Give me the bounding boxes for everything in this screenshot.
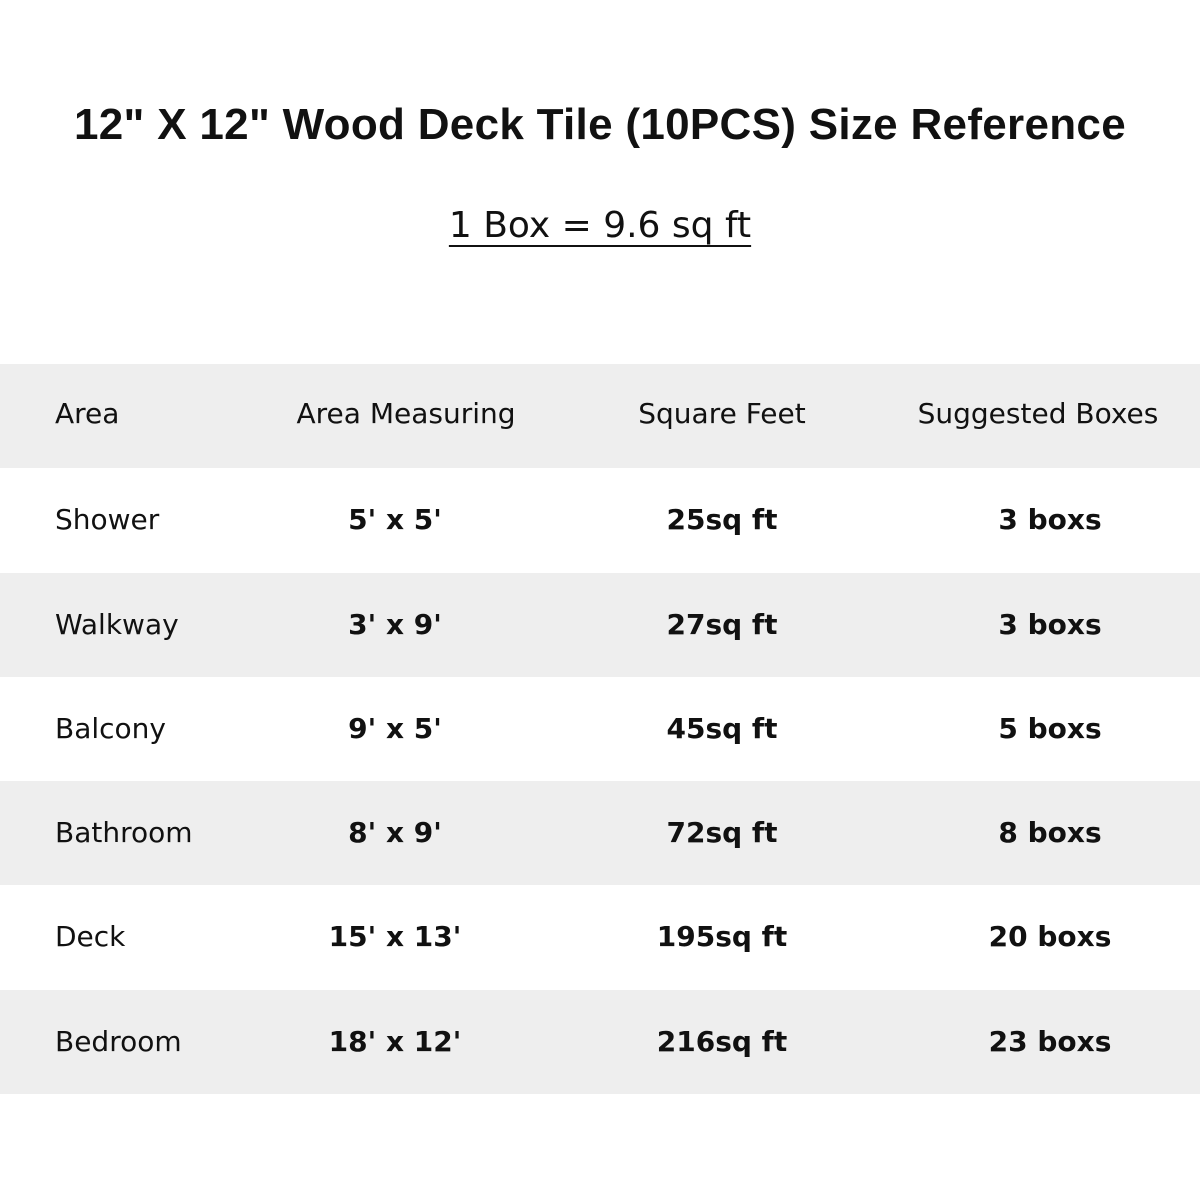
cell-area: Deck <box>55 920 126 953</box>
header-area-measuring: Area Measuring <box>296 397 516 430</box>
header-area: Area <box>55 397 120 430</box>
cell-square-feet: 195sq ft <box>656 920 788 953</box>
cell-suggested-boxes: 5 boxs <box>998 712 1102 745</box>
cell-area: Balcony <box>55 712 166 745</box>
cell-area-measuring: 18' x 12' <box>328 1025 462 1058</box>
cell-suggested-boxes: 3 boxs <box>998 503 1102 536</box>
table-header-row <box>0 364 1200 468</box>
cell-square-feet: 45sq ft <box>666 712 778 745</box>
table-row <box>0 573 1200 677</box>
cell-area-measuring: 9' x 5' <box>348 712 442 745</box>
cell-suggested-boxes: 23 boxs <box>988 1025 1112 1058</box>
cell-square-feet: 25sq ft <box>666 503 778 536</box>
cell-suggested-boxes: 20 boxs <box>988 920 1112 953</box>
cell-area: Bathroom <box>55 816 193 849</box>
cell-area-measuring: 3' x 9' <box>348 608 442 641</box>
cell-suggested-boxes: 3 boxs <box>998 608 1102 641</box>
cell-area: Bedroom <box>55 1025 182 1058</box>
cell-area: Shower <box>55 503 160 536</box>
cell-square-feet: 27sq ft <box>666 608 778 641</box>
cell-area-measuring: 8' x 9' <box>348 816 442 849</box>
cell-square-feet: 216sq ft <box>656 1025 788 1058</box>
table-row <box>0 677 1200 781</box>
table-row <box>0 885 1200 989</box>
page-title: 12" X 12" Wood Deck Tile (10PCS) Size Reference <box>74 100 1126 149</box>
table-row <box>0 781 1200 885</box>
cell-area-measuring: 5' x 5' <box>348 503 442 536</box>
table-row <box>0 468 1200 572</box>
cell-area-measuring: 15' x 13' <box>328 920 462 953</box>
cell-square-feet: 72sq ft <box>666 816 778 849</box>
box-coverage-subtitle <box>0 205 1200 246</box>
table-row <box>0 990 1200 1094</box>
header-suggested-boxes: Suggested Boxes <box>917 397 1159 430</box>
box-coverage-text: 1 Box = 9.6 sq ft <box>448 205 752 246</box>
cell-area: Walkway <box>55 608 179 641</box>
cell-suggested-boxes: 8 boxs <box>998 816 1102 849</box>
header-square-feet: Square Feet <box>638 397 806 430</box>
